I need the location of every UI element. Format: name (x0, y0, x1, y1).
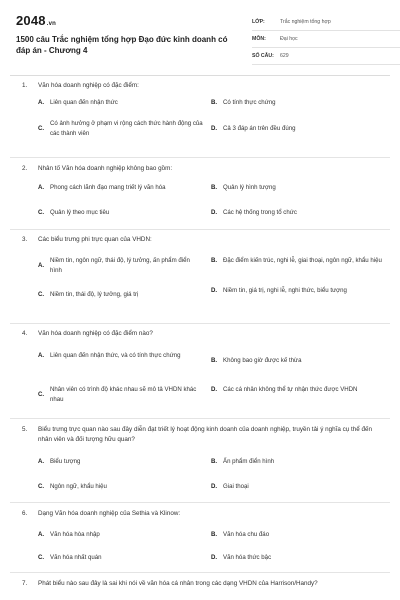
option-c[interactable]: C. Ngôn ngữ, khẩu hiệu (38, 483, 107, 490)
question-number: 2. (22, 165, 28, 172)
option-d[interactable]: D. Giai thoại (211, 483, 249, 490)
question-text: Văn hóa doanh nghiệp có đặc điểm nào? (38, 330, 153, 337)
meta-key: LỚP: (252, 19, 265, 25)
question-6 (22, 509, 386, 561)
page-header (16, 10, 384, 72)
option-a[interactable]: A. Biểu tượng (38, 458, 81, 465)
option-d[interactable]: D. Các hệ thống trong tổ chức (211, 209, 297, 216)
option-a[interactable]: A. Liên quan đến nhận thức, và có tính thực chứng (38, 352, 181, 359)
question-number: 5. (22, 426, 28, 433)
option-c[interactable]: C. Nhân viên có trình độ khác nhau sẽ mô tả VHDN khác nhau (38, 386, 197, 403)
question-divider (10, 157, 390, 158)
option-c[interactable]: C. Có ảnh hưởng ở phạm vi rộng cách thức hành động của các thành viên (38, 120, 203, 137)
question-divider (10, 418, 390, 419)
question-4 (22, 329, 386, 403)
question-number: 6. (22, 510, 28, 517)
question-7 (22, 579, 386, 589)
question-divider (10, 323, 390, 324)
question-text: Văn hóa doanh nghiệp có đặc điểm: (38, 82, 139, 89)
option-c[interactable]: C. Văn hóa nhất quán (38, 554, 102, 561)
option-c[interactable]: C. Niềm tin, thái độ, lý tưởng, giá trị (38, 291, 139, 298)
option-a[interactable]: A. Niềm tin, ngôn ngữ, thái độ, lý tưởng, ấn phẩm điển hình (38, 257, 190, 274)
option-d[interactable]: D. Cả 3 đáp án trên đều đúng (211, 125, 296, 132)
question-number: 1. (22, 82, 28, 89)
question-text: Các biểu trưng phi trực quan của VHDN: (38, 236, 152, 243)
question-divider (10, 502, 390, 503)
option-d[interactable]: D. Văn hóa thức bậc (211, 554, 272, 561)
meta-key: MÔN: (252, 36, 266, 42)
question-1 (22, 81, 386, 137)
option-c[interactable]: C. Quản lý theo mục tiêu (38, 209, 110, 216)
option-d[interactable]: D. Niềm tin, giá trị, nghi lễ, nghi thức, biểu tượng (211, 287, 347, 294)
question-text: Nhân tố Văn hóa doanh nghiệp không bao gồm: (38, 165, 173, 172)
question-number: 7. (22, 580, 28, 587)
meta-value: 629 (280, 53, 289, 59)
option-a[interactable]: A. Liên quan đến nhận thức (38, 99, 118, 106)
question-text: Dạng Văn hóa doanh nghiệp của Sethia và Klinow: (38, 510, 181, 517)
header-divider (10, 75, 390, 76)
meta-count-row (252, 48, 400, 65)
site-logo[interactable]: 2048.vn (16, 13, 57, 28)
option-a[interactable]: A. Văn hóa hòa nhập (38, 531, 100, 538)
question-3 (22, 235, 386, 298)
question-2 (22, 164, 386, 216)
question-divider (10, 572, 390, 573)
question-divider (10, 229, 390, 230)
question-text: Phát biểu nào sau đây là sai khi nói về văn hóa cá nhân trong các dạng VHDN của Harrison/Handy? (38, 580, 318, 587)
question-number: 3. (22, 236, 28, 243)
option-b[interactable]: B. Có tính thực chứng (211, 99, 276, 106)
meta-subject-row (252, 31, 400, 48)
meta-value: Đại học (280, 36, 298, 42)
meta-key: SỐ CÂU: (252, 53, 274, 59)
option-b[interactable]: B. Đặc điểm kiến trúc, nghi lễ, giai thoại, ngôn ngữ, khẩu hiệu (211, 257, 382, 264)
option-b[interactable]: B. Văn hóa chu đáo (211, 531, 270, 538)
document-meta (252, 14, 400, 65)
option-b[interactable]: B. Quản lý hình tượng (211, 184, 276, 191)
option-b[interactable]: B. Ấn phẩm điển hình (211, 458, 275, 465)
document-title: 1500 câu Trắc nghiệm tổng hợp Đạo đức kinh doanh có đáp án - Chương 4 (16, 35, 228, 55)
meta-class-row (252, 14, 400, 31)
option-d[interactable]: D. Các cá nhân không thể tự nhận thức được VHDN (211, 386, 358, 393)
option-a[interactable]: A. Phong cách lãnh đạo mang triết lý văn hóa (38, 184, 166, 191)
option-b[interactable]: B. Không bao giờ được kế thừa (211, 357, 302, 364)
meta-value: Trắc nghiệm tổng hợp (280, 19, 331, 25)
question-5 (22, 425, 386, 490)
question-number: 4. (22, 330, 28, 337)
question-text: Biểu trưng trực quan nào sau đây diễn đạt triết lý hoạt động kinh doanh của doanh nghiệp, truyền tải ý nghĩa cụ thể đến nhân viên và đối tượng hữu quan? (38, 426, 373, 443)
